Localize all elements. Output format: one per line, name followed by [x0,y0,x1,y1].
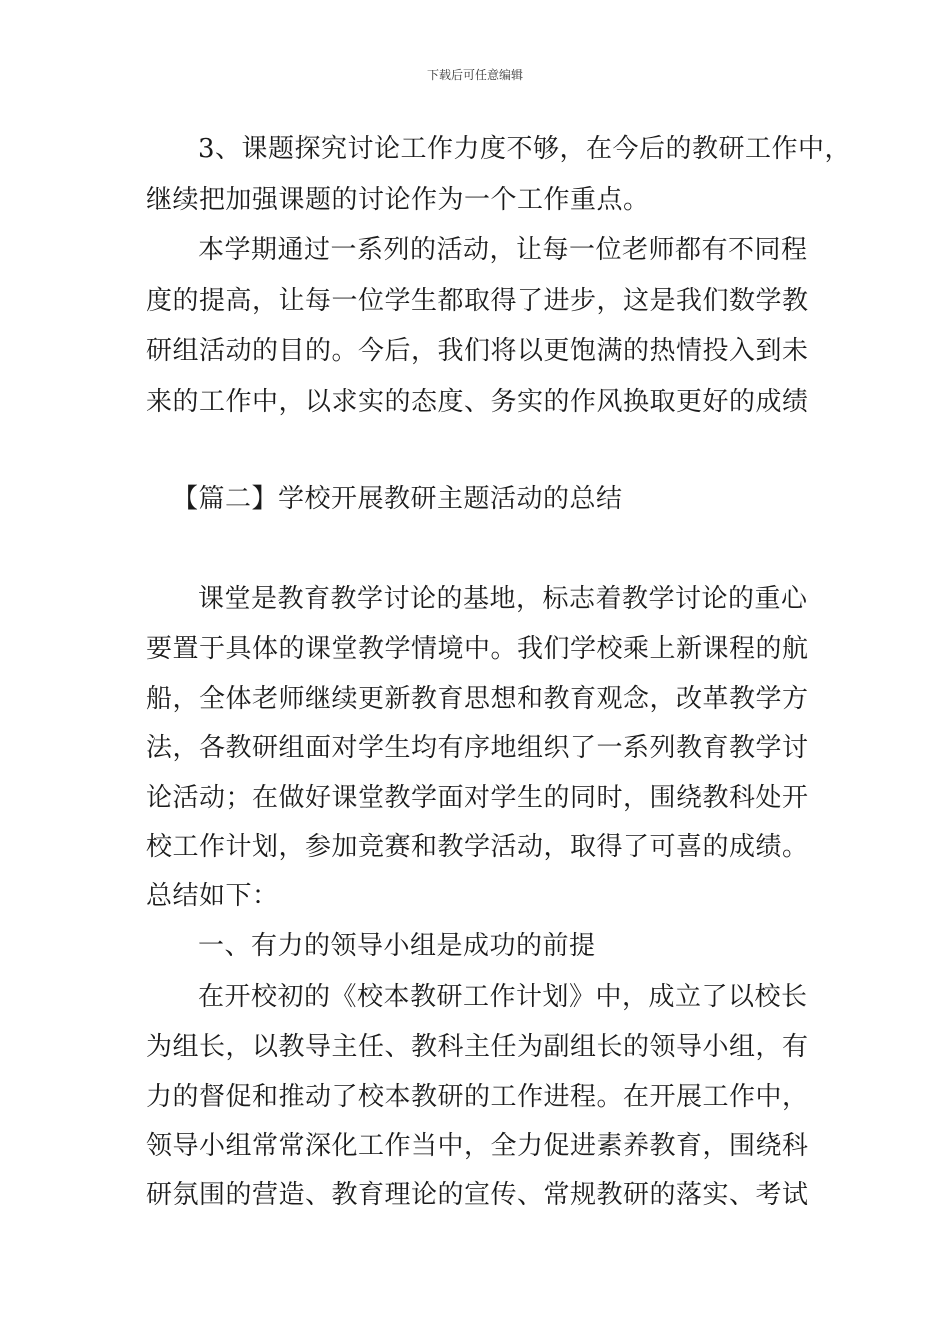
paragraph-line: 领导小组常常深化工作当中，全力促进素养教育，围绕科 [146,1131,809,1161]
subheading-line: 一、有力的领导小组是成功的前提 [198,931,596,961]
paragraph-line: 3、课题探究讨论工作力度不够，在今后的教研工作中， [198,134,852,164]
page-header: 下载后可任意编辑 [426,68,523,82]
paragraph-line: 论活动；在做好课堂教学面对学生的同时，围绕教科处开 [146,783,809,813]
paragraph-line: 总结如下： [146,881,279,911]
paragraph-line: 度的提高，让每一位学生都取得了进步，这是我们数学教 [146,286,809,316]
paragraph-line: 法，各教研组面对学生均有序地组织了一系列教育教学讨 [146,733,809,763]
paragraph-line: 要置于具体的课堂教学情境中。我们学校乘上新课程的航 [146,634,809,664]
paragraph-line: 力的督促和推动了校本教研的工作进程。在开展工作中， [146,1082,809,1112]
paragraph-line: 船，全体老师继续更新教育思想和教育观念，改革教学方 [146,684,809,714]
paragraph-line: 课堂是教育教学讨论的基地，标志着教学讨论的重心 [198,584,808,614]
paragraph-line: 校工作计划，参加竞赛和教学活动，取得了可喜的成绩。 [146,832,809,862]
paragraph-line: 在开校初的《校本教研工作计划》中，成立了以校长 [198,982,808,1012]
paragraph-line: 本学期通过一系列的活动，让每一位老师都有不同程 [198,235,808,265]
paragraph-line: 研组活动的目的。今后，我们将以更饱满的热情投入到未 [146,336,809,366]
paragraph-line: 研氛围的营造、教育理论的宣传、常规教研的落实、考试 [146,1180,809,1210]
paragraph-line: 继续把加强课题的讨论作为一个工作重点。 [146,185,650,215]
section-heading: 【篇二】学校开展教研主题活动的总结 [172,484,623,514]
paragraph-line: 来的工作中，以求实的态度、务实的作风换取更好的成绩 [146,387,809,417]
paragraph-line: 为组长，以教导主任、教科主任为副组长的领导小组，有 [146,1032,809,1062]
